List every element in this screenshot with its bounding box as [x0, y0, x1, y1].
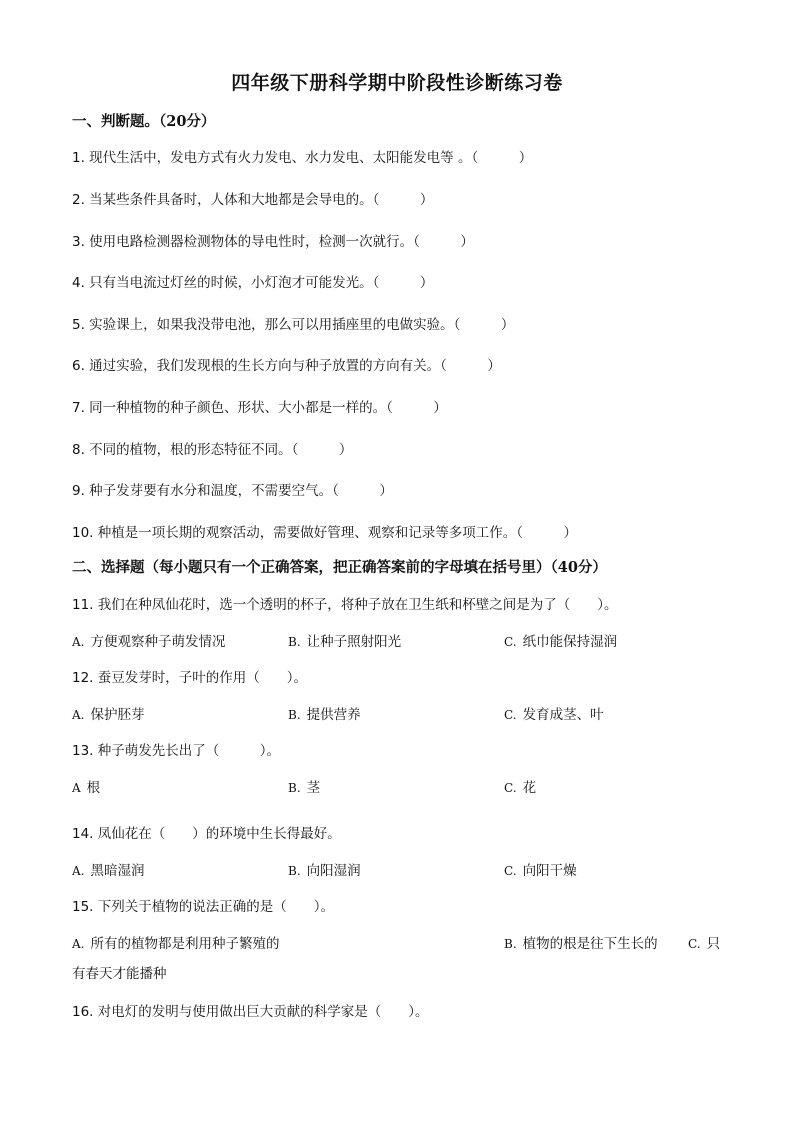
- judge-question-10: 10. 种植是一项长期的观察活动，需要做好管理、观察和记录等多项工作。（ ）: [72, 525, 578, 541]
- judge-question-2: 2. 当某些条件具备时，人体和大地都是会导电的。（ ）: [72, 192, 434, 208]
- q14-option-c: C. 向阳干燥: [504, 863, 577, 879]
- q15-option-c: C. 只: [688, 936, 721, 952]
- judge-question-7: 7. 同一种植物的种子颜色、形状、大小都是一样的。（ ）: [72, 400, 447, 416]
- judge-question-4: 4. 只有当电流过灯丝的时候，小灯泡才可能发光。（ ）: [72, 275, 434, 291]
- choice-question-14: 14. 凤仙花在（ ）的环境中生长得最好。: [72, 826, 341, 842]
- section-choice-heading: 二、选择题（每小题只有一个正确答案，把正确答案前的字母填在括号里）（40分）: [72, 559, 607, 576]
- choice-question-11: 11. 我们在种凤仙花时，选一个透明的杯子，将种子放在卫生纸和杯壁之间是为了（ ）。: [72, 597, 618, 613]
- q14-option-a: A. 黑暗湿润: [72, 863, 145, 879]
- judge-question-6: 6. 通过实验，我们发现根的生长方向与种子放置的方向有关。（ ）: [72, 358, 501, 374]
- choice-question-16: 16. 对电灯的发明与使用做出巨大贡献的科学家是（ ）。: [72, 1004, 429, 1020]
- q14-option-b: B. 向阳湿润: [288, 863, 361, 879]
- choice-question-15: 15. 下列关于植物的说法正确的是（ ）。: [72, 899, 335, 915]
- section-judge-heading: 一、判断题。（20分）: [72, 113, 216, 130]
- page-title: 四年级下册科学期中阶段性诊断练习卷: [231, 72, 563, 94]
- q13-option-b: B. 茎: [288, 780, 321, 796]
- q12-option-b: B. 提供营养: [288, 707, 361, 723]
- q15-option-c-continued: 有春天才能播种: [72, 966, 167, 982]
- q13-option-c: C. 花: [504, 780, 537, 796]
- q15-option-a: A. 所有的植物都是利用种子繁殖的: [72, 936, 280, 952]
- judge-question-9: 9. 种子发芽要有水分和温度，不需要空气。（ ）: [72, 483, 393, 499]
- judge-question-3: 3. 使用电路检测器检测物体的导电性时，检测一次就行。（ ）: [72, 234, 474, 250]
- choice-question-13: 13. 种子萌发先长出了（ ）。: [72, 743, 281, 759]
- judge-question-1: 1. 现代生活中，发电方式有火力发电、水力发电、太阳能发电等 。（ ）: [72, 150, 533, 166]
- q11-option-c: C. 纸巾能保持湿润: [504, 634, 618, 650]
- judge-question-5: 5. 实验课上，如果我没带电池，那么可以用插座里的电做实验。（ ）: [72, 317, 515, 333]
- choice-question-12: 12. 蚕豆发芽时，子叶的作用（ ）。: [72, 670, 308, 686]
- q12-option-a: A. 保护胚芽: [72, 707, 145, 723]
- q11-option-b: B. 让种子照射阳光: [288, 634, 402, 650]
- judge-question-8: 8. 不同的植物，根的形态特征不同。（ ）: [72, 442, 353, 458]
- q11-option-a: A. 方便观察种子萌发情况: [72, 634, 226, 650]
- q12-option-c: C. 发育成茎、叶: [504, 707, 604, 723]
- q13-option-a: A 根: [72, 780, 101, 796]
- q15-option-b: B. 植物的根是往下生长的: [504, 936, 658, 952]
